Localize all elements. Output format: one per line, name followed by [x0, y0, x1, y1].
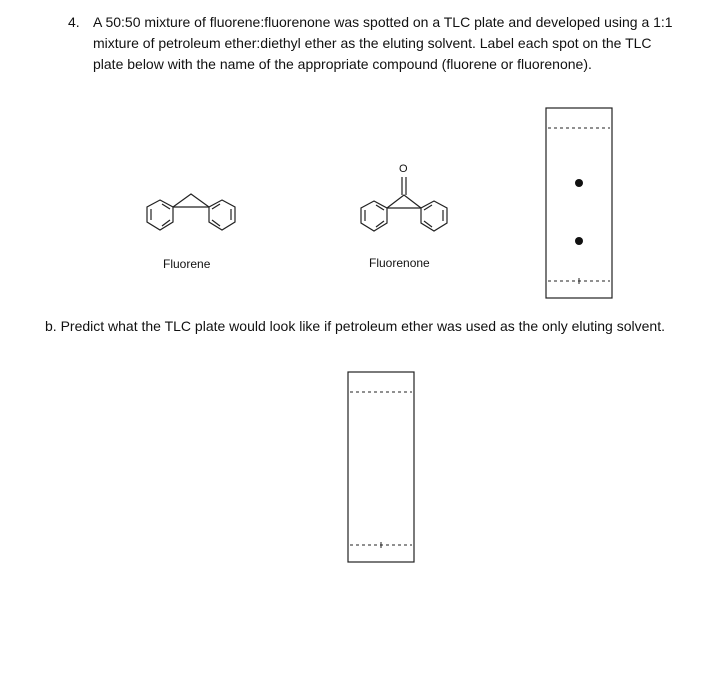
tlc-plate-a — [546, 108, 612, 298]
fluorenone-label: Fluorenone — [369, 256, 430, 270]
part-b-text: b. Predict what the TLC plate would look like if petroleum ether was used as the only eluting solvent. — [45, 318, 665, 334]
tlc-spot-upper — [575, 179, 583, 187]
tlc-plate-b — [348, 372, 414, 562]
question-number: 4. — [68, 14, 80, 30]
fluorene-structure — [147, 194, 235, 230]
question-text: A 50:50 mixture of fluorene:fluorenone was spotted on a TLC plate and developed using a 1:1 mixture of petroleum ether:diethyl ether as the eluting solvent. Label each spot on the TLC plate below with the name of the appropriate compound (fluorene or fluorenone). — [93, 14, 673, 72]
fluorenone-structure — [361, 177, 447, 231]
tlc-spot-lower — [575, 237, 583, 245]
fluorene-label: Fluorene — [163, 257, 211, 271]
carbonyl-oxygen-label: O — [399, 163, 408, 175]
